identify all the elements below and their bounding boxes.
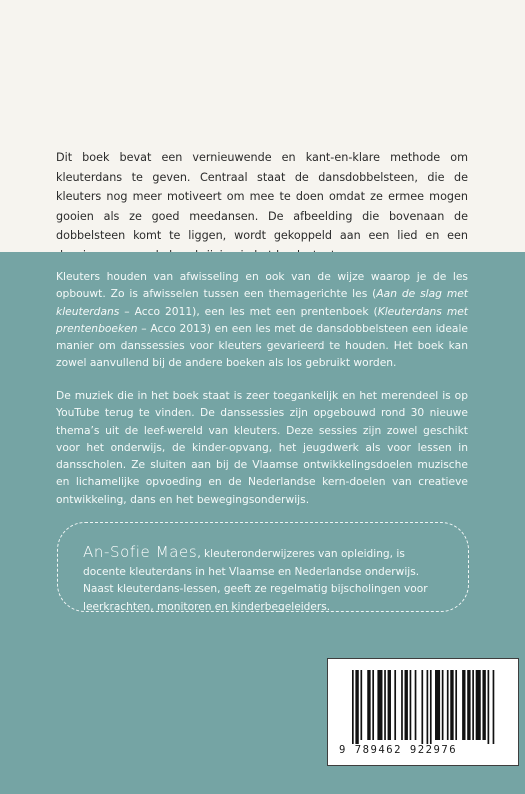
book-title-aan-de-slag: Aan de slag met kleuterdans — [56, 287, 469, 318]
barcode-bar — [488, 670, 490, 744]
barcode-bar — [352, 670, 354, 744]
barcode-bar — [427, 670, 429, 744]
author-name: An-Sofie Maes — [83, 543, 198, 561]
barcode-bar — [367, 670, 370, 740]
barcode-bar — [421, 670, 423, 744]
book-title-prentenboeken: Kleuterdans met prentenboeken — [56, 304, 468, 335]
barcode-bar — [435, 670, 440, 740]
isbn-number: 9 789462 922976 — [339, 744, 458, 756]
barcode-bar — [447, 670, 449, 740]
barcode-bars — [352, 670, 496, 744]
barcode-bar — [394, 670, 396, 740]
paragraph-variation-part-b: – Acco 2011), een les met een prentenboek ( — [119, 304, 378, 318]
author-bio — [83, 544, 445, 616]
top-section — [0, 0, 525, 252]
barcode-bar — [493, 670, 495, 744]
barcode-bar — [476, 670, 481, 740]
barcode-bar — [430, 670, 432, 744]
barcode-bar — [401, 670, 403, 740]
barcode-bar — [377, 670, 382, 740]
author-bio-text: , kleuteronderwijzeres van opleiding, is docente kleuterdans in het Vlaamse en Nederlandse onderwijs. Naast kleuterdans-lessen, geeft ze regelmatig bijscholingen voor leerkrachten, monitoren en kinderbegeleiders. — [83, 548, 428, 613]
barcode-bar — [384, 670, 386, 740]
barcode-bar — [405, 670, 408, 740]
top-description: Dit boek bevat een vernieuwende en kant-en-klare methode om kleuterdans te geven. Centraal staat de dansdobbelsteen, die de kleuters nog meer motiveert om mee te doen omdat ze ermee mogen gooien als ze goed meedansen. De afbeelding die bovenaan de dobbelsteen komt te liggen, wordt gekoppeld aan een lied en een — [56, 151, 468, 243]
barcode-bar — [467, 670, 470, 740]
barcode-bar — [462, 670, 465, 740]
barcode-bar — [388, 670, 391, 740]
barcode-bar — [455, 670, 457, 740]
barcode-bar — [372, 670, 374, 740]
barcode-panel — [327, 658, 519, 766]
paragraph-variation-part-a: Kleuters houden van afwisseling en ook van de wijze waarop je de les opbouwt. Zo is afwisselen tussen een themagerichte les ( — [56, 270, 468, 301]
paragraph-variation — [56, 268, 468, 372]
barcode-bar — [355, 670, 358, 744]
barcode-bar — [482, 670, 485, 740]
teal-section — [0, 252, 525, 794]
barcode-bar — [415, 670, 417, 740]
barcode-bar — [472, 670, 474, 740]
barcode-bar — [450, 670, 453, 740]
barcode-bar — [410, 670, 412, 740]
barcode-bar — [442, 670, 444, 740]
barcode-bar — [360, 670, 362, 740]
paragraph-variation-part-c: – Acco 2013) en een les met de dansdobbelsteen een ideale manier om danssessies voor kleuters gevarieerd te houden. Het boek kan zowel aanvullend bij de andere boeken als los gebruikt worden. — [56, 321, 468, 370]
paragraph-music: De muziek die in het boek staat is zeer toegankelijk en het merendeel is op YouTube terug te vinden. De danssessies zijn opgebouwd rond 30 nieuwe thema’s uit de leef-wereld van kleuters. Deze sessies zijn zowel geschikt voor het onderwijs, de kinder-opvang, het jeugdwerk als voor lessen in dansscholen. Ze sluiten aan bij de Vlaamse ontwikkelingsdoelen muzische en lichamelijke opvoeding en de Nederlandse kern-doelen van creatieve ontwikkeling, dans en het bewegingsonderwijs. — [56, 389, 468, 506]
